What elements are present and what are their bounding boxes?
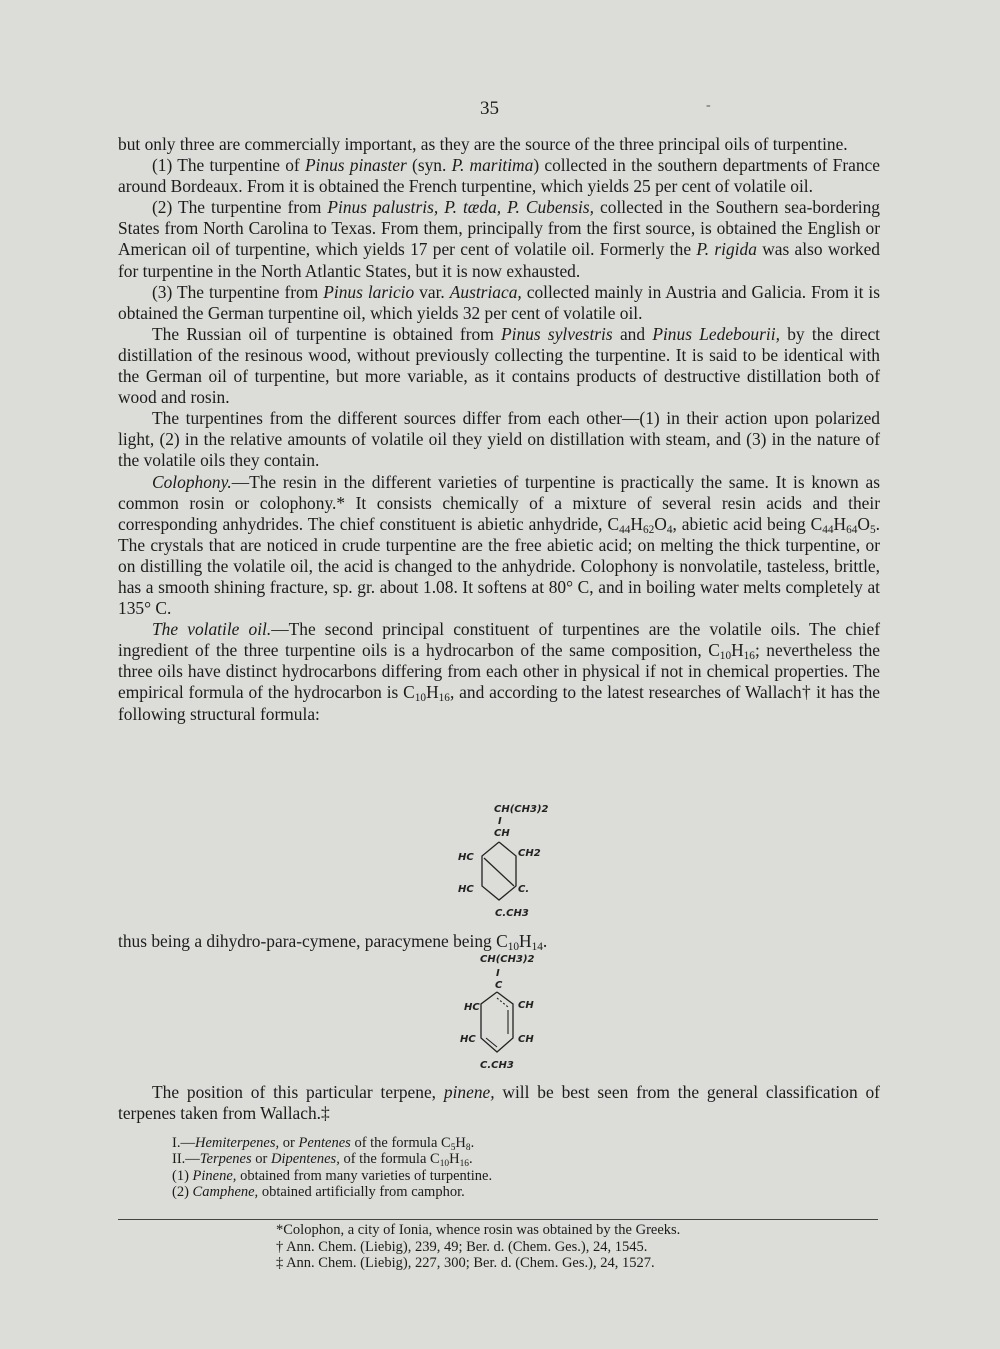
body-text-3 [118,1082,880,1124]
body-text [118,134,880,725]
formula2-top: CH(CH3)2 [480,954,535,965]
formula1-ch: CH [494,828,510,839]
formula1-bottom: C.CH3 [495,908,529,919]
formula1-left-top: HC [458,852,474,863]
paragraph-volatile-oil: The volatile oil.—The second principal constituent of turpentines are the volatile oils. The chief ingredient of the three turpentine oils is a hydrocarbon of the same composition, $C_{10}H_{16}$; nevertheless the three oils have distinct hydrocarbons differing from each other in physical if not in chemical properties. The empirical formula of the hydrocarbon is $C_{10}H_{16}$, and according to the latest researches of Wallach† it has the following structural formula: [118,619,880,724]
paragraph-intro: but only three are commercially important, as they are the source of the three principal oils of turpentine. [118,134,848,154]
formula1-top: CH(CH3)2 [494,804,549,815]
paragraph-german-turpentine: (3) The turpentine from Pinus laricio var. Austriaca, collected mainly in Austria and Galicia. From it is obtained the German turpentine oil, which yields 32 per cent of volatile oil. [118,281,880,323]
formula2-bottom: C.CH3 [480,1060,514,1071]
paragraph-russian-turpentine: The Russian oil of turpentine is obtained from Pinus sylvestris and Pinus Ledebourii, by the direct distillation of the resinous wood, without previously collecting the turpentine. It is said to be identical with the German oil of turpentine, but more variable, as it contains products of destructive distillation both of wood and rosin. [118,323,880,408]
header-mark: - [706,98,711,113]
formula2-right-top: CH [518,1000,534,1011]
body-text-2 [118,931,880,952]
footnote-colophon: *Colophon, a city of Ionia, whence rosin was obtained by the Greeks. [276,1222,681,1238]
footnotes [276,1222,836,1272]
paragraph-french-turpentine: (1) The turpentine of Pinus pinaster (syn. P. maritima) collected in the southern departments of France around Bordeaux. From it is obtained the French turpentine, which yields 25 per cent of volatile oil. [118,155,880,197]
formula2-double-bond-3 [486,1038,497,1047]
formula1-right-top: CH2 [518,848,541,859]
paragraph-differences: The turpentines from the different sources differ from each other—(1) in their action upon polarized light, (2) in the relative amounts of volatile oil they yield on distillation with steam, and (3) in the nature of the volatile oils they contain. [118,408,880,471]
formula2-c: C [495,980,503,991]
classification-item-terpenes: II.—Terpenes or Dipentenes, of the formula $C_{10}H_{16}$. [172,1151,473,1170]
classification-item-camphene: (2) Camphene, obtained artificially from camphor. [172,1183,465,1200]
page-number: 35 [480,98,499,119]
classification-item-hemiterpenes: I.—Hemiterpenes, or Pentenes of the formula $C_5H_8$. [172,1135,475,1153]
structural-formula-paracymene [450,950,590,1072]
formula1-left-bottom: HC [458,884,474,895]
structural-formula-pinene [440,800,580,922]
formula2-left-bottom: HC [460,1034,476,1045]
paragraph-colophony: Colophony.—The resin in the different varieties of turpentine is practically the same. It is known as common rosin or colophony.* It consists chemically of a mixture of several resin acids and their corresponding anhydrides. The chief constituent is abietic anhydride, $C_{44}H_{62}O_4$, abietic acid being $C_{44}H_{64}O_5$. The crystals that are noticed in crude turpentine are the free abietic acid; on melting the thick turpentine, or on distilling the volatile oil, the acid is changed to the anhydride. Colophony is nonvolatile, tasteless, brittle, has a smooth shining fracture, sp. gr. about 1.08. It softens at 80° C, and in boiling water melts completely at 135° C. [118,471,880,619]
paragraph-american-turpentine: (2) The turpentine from Pinus palustris, P. tæda, P. Cubensis, collected in the Southern sea-bordering States from North Carolina to Texas. From them, principally from the first source, is obtained the English or American oil of turpentine, which yields 17 per cent of volatile oil. Formerly the P. rigida was also worked for turpentine in the North Atlantic States, but it is now exhausted. [118,197,881,281]
formula1-ring [482,842,516,900]
footnote-wallach-1: † Ann. Chem. (Liebig), 239, 49; Ber. d. (Chem. Ges.), 24, 1545. [276,1238,648,1255]
formula1-bond: I [498,816,502,827]
terpene-classification [172,1135,872,1200]
footnote-divider [118,1219,878,1220]
formula1-right-bottom: C. [518,884,530,895]
formula2-left-top: HC [464,1002,480,1013]
formula1-bridge [484,858,514,886]
paragraph-paracymene: thus being a dihydro-para-cymene, paracymene being $C_{10}H_{14}$. [118,931,548,953]
paragraph-classification-intro: The position of this particular terpene, pinene, will be best seen from the general classification of terpenes taken from Wallach.‡ [118,1082,880,1124]
classification-item-pinene: (1) Pinene, obtained from many varieties of turpentine. [172,1167,493,1184]
formula2-right-bottom: CH [518,1034,534,1045]
footnote-wallach-2: ‡ Ann. Chem. (Liebig), 227, 300; Ber. d. (Chem. Ges.), 24, 1527. [276,1255,655,1271]
formula2-bond: I [496,968,500,979]
